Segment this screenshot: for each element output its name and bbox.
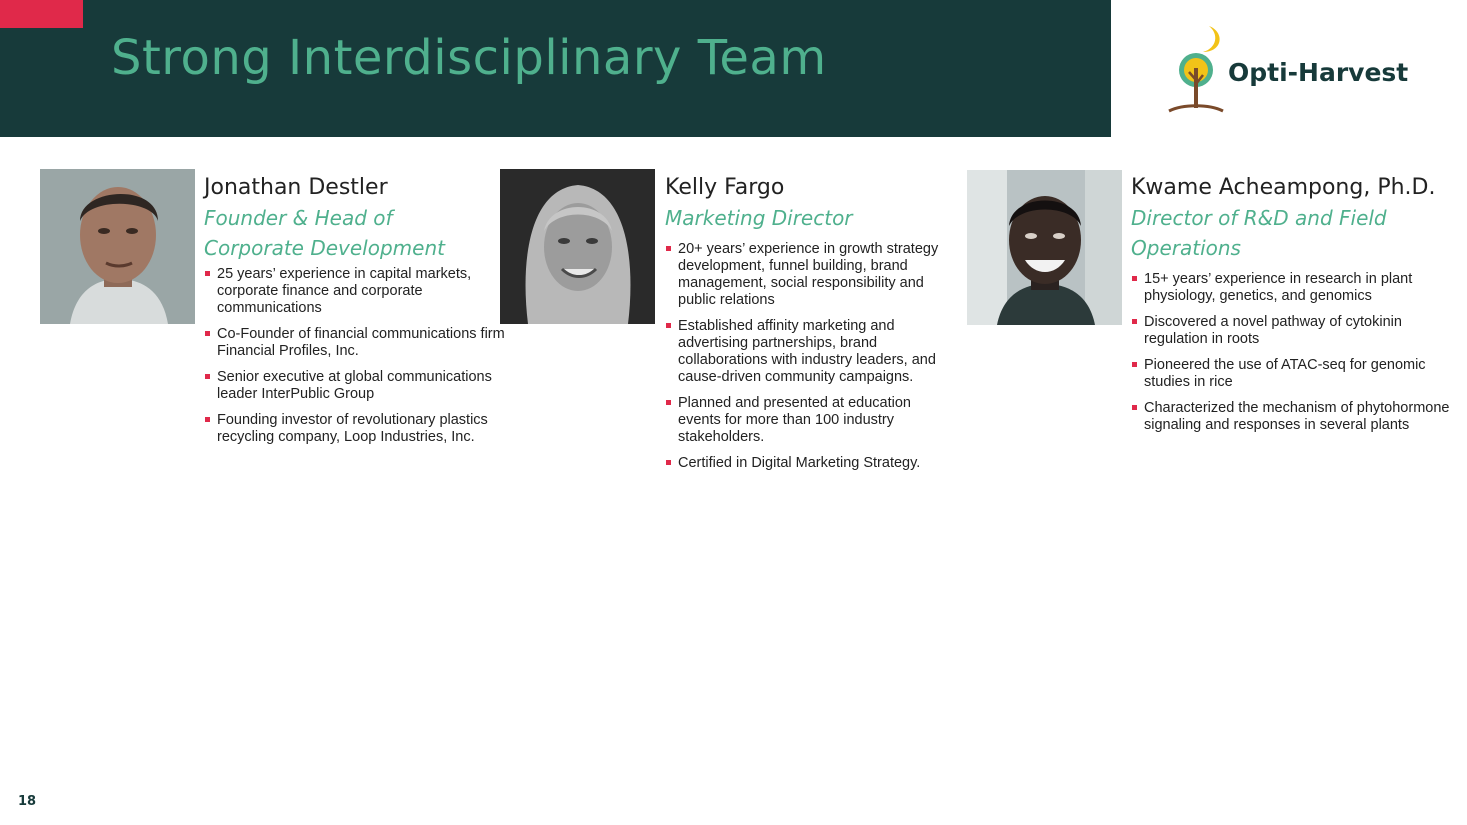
portrait-photo [967,170,1122,325]
portrait-photo [40,169,195,324]
portrait-photo [500,169,655,324]
list-item: Established affinity marketing and advertising partnerships, brand collaborations with industry leaders, and cause-driven community campaigns. [665,318,940,386]
list-item: Founding investor of revolutionary plastics recycling company, Loop Industries, Inc. [204,412,514,446]
member-bullets [665,241,940,472]
member-name: Kwame Acheampong, Ph.D. [1131,175,1436,200]
accent-block [0,0,83,28]
team-member-kelly-fargo [665,173,940,481]
list-item: Co-Founder of financial communications firm Financial Profiles, Inc. [204,326,514,360]
bullet-marker-icon [205,331,210,336]
kelly-fargo-photo [500,169,655,324]
member-name: Jonathan Destler [204,175,388,200]
page-number: 18 [18,794,37,809]
bullet-marker-icon [205,374,210,379]
bullet-marker-icon [666,246,671,251]
bullet-marker-icon [1132,276,1137,281]
bullet-marker-icon [1132,319,1137,324]
company-logo [1165,22,1415,117]
list-item: Planned and presented at education events for more than 100 industry stakeholders. [665,395,940,446]
bullet-marker-icon [666,323,671,328]
sun-tree-icon [1165,22,1227,117]
list-item: 20+ years’ experience in growth strategy development, funnel building, brand management, social responsibility and public relations [665,241,940,309]
slide-title: Strong Interdisciplinary Team [111,30,827,86]
list-item: Certified in Digital Marketing Strategy. [665,455,940,472]
kwame-acheampong-photo [967,170,1122,325]
list-item: Pioneered the use of ATAC-seq for genomic studies in rice [1131,357,1451,391]
team-member-kwame-acheampong [1131,173,1451,443]
bullet-marker-icon [205,271,210,276]
member-role: Marketing Director [665,206,853,230]
bullet-marker-icon [1132,405,1137,410]
member-bullets [1131,271,1451,434]
member-bullets [204,266,514,446]
member-role: Director of R&D and Field Operations [1131,206,1387,260]
member-name: Kelly Fargo [665,175,785,200]
list-item: 25 years’ experience in capital markets, corporate finance and corporate communications [204,266,514,317]
bullet-marker-icon [666,400,671,405]
logo-text: Opti-Harvest [1228,58,1409,87]
jonathan-destler-photo [40,169,195,324]
bullet-marker-icon [666,460,671,465]
member-role: Founder & Head of Corporate Development [204,206,445,260]
list-item: Discovered a novel pathway of cytokinin regulation in roots [1131,314,1451,348]
team-member-jonathan-destler [204,173,514,455]
bullet-marker-icon [205,417,210,422]
list-item: Senior executive at global communications leader InterPublic Group [204,369,514,403]
list-item: 15+ years’ experience in research in plant physiology, genetics, and genomics [1131,271,1451,305]
list-item: Characterized the mechanism of phytohormone signaling and responses in several plants [1131,400,1451,434]
bullet-marker-icon [1132,362,1137,367]
